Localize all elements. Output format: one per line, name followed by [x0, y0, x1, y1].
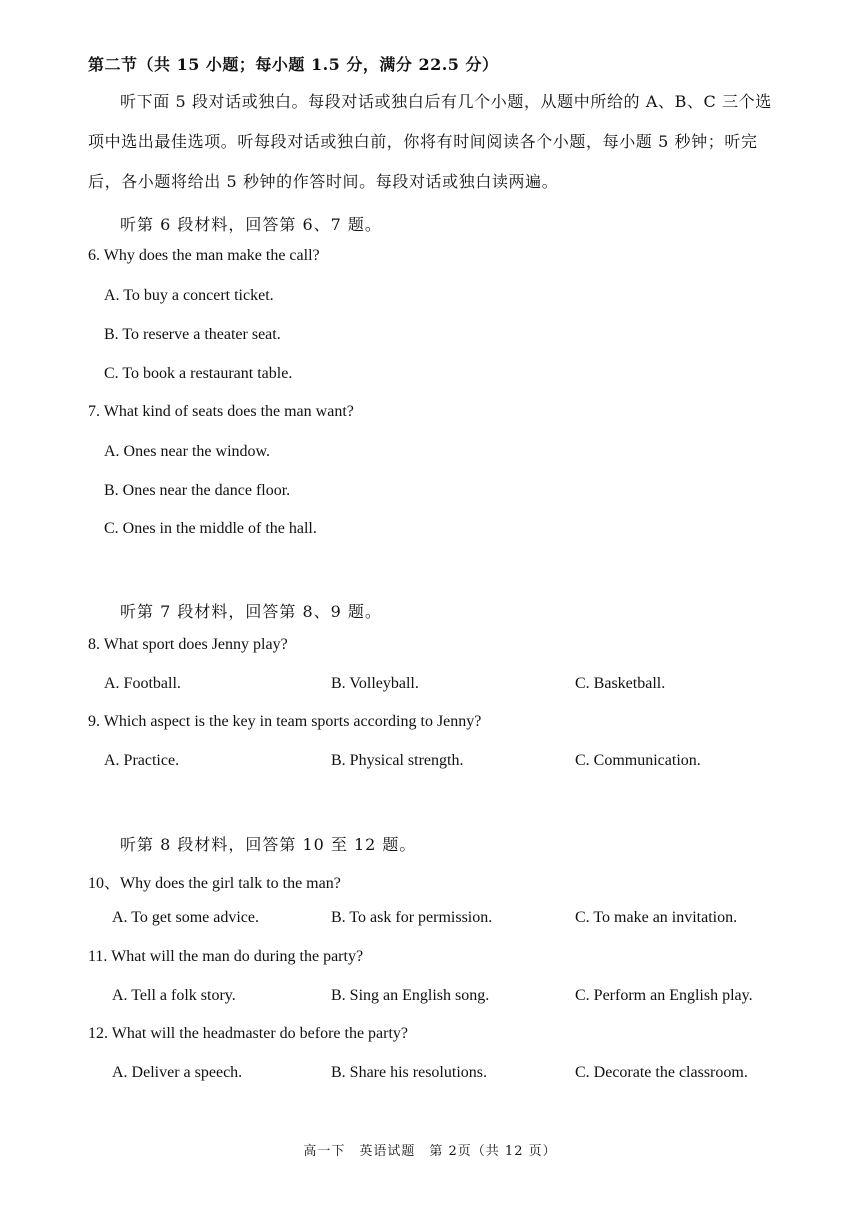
question-12: 12. What will the headmaster do before the party?	[88, 1025, 409, 1042]
section-title: 第二节（共 15 小题；每小题 1.5 分，满分 22.5 分）	[88, 55, 499, 74]
option-12b: B. Share his resolutions.	[331, 1064, 487, 1081]
instructions	[88, 82, 778, 202]
option-10b: B. To ask for permission.	[331, 909, 493, 926]
option-11b: B. Sing an English song.	[331, 987, 490, 1004]
question-9: 9. Which aspect is the key in team sports according to Jenny?	[88, 713, 482, 730]
group-header-6: 听第 6 段材料，回答第 6、7 题。	[120, 215, 382, 234]
option-12c: C. Decorate the classroom.	[575, 1064, 748, 1081]
option-10a: A. To get some advice.	[112, 909, 259, 926]
option-7c: C. Ones in the middle of the hall.	[104, 520, 317, 537]
option-9a: A. Practice.	[104, 752, 180, 769]
question-10: 10、Why does the girl talk to the man?	[88, 875, 341, 892]
group-header-8: 听第 8 段材料，回答第 10 至 12 题。	[120, 835, 417, 854]
option-12a: A. Deliver a speech.	[112, 1064, 243, 1081]
option-8a: A. Football.	[104, 675, 181, 692]
group-header-7: 听第 7 段材料，回答第 8、9 题。	[120, 602, 382, 621]
option-6a: A. To buy a concert ticket.	[104, 287, 274, 304]
option-7a: A. Ones near the window.	[104, 443, 271, 460]
page-footer: 高一下 英语试题 第 2页（共 12 页）	[303, 1144, 557, 1159]
question-6: 6. Why does the man make the call?	[88, 247, 320, 264]
option-10c: C. To make an invitation.	[575, 909, 738, 926]
option-9c: C. Communication.	[575, 752, 701, 769]
option-6c: C. To book a restaurant table.	[104, 365, 293, 382]
option-11c: C. Perform an English play.	[575, 987, 753, 1004]
option-8c: C. Basketball.	[575, 675, 666, 692]
option-7b: B. Ones near the dance floor.	[104, 482, 291, 499]
option-8b: B. Volleyball.	[331, 675, 419, 692]
question-7: 7. What kind of seats does the man want?	[88, 403, 354, 420]
option-11a: A. Tell a folk story.	[112, 987, 236, 1004]
option-9b: B. Physical strength.	[331, 752, 464, 769]
option-6b: B. To reserve a theater seat.	[104, 326, 281, 343]
question-8: 8. What sport does Jenny play?	[88, 636, 288, 653]
question-11: 11. What will the man do during the party?	[88, 948, 364, 965]
instructions-text: 听下面 5 段对话或独白。每段对话或独白后有几个小题，从题中所给的 A、B、C 三个选项中选出最佳选项。听每段对话或独白前，你将有时间阅读各个小题，每小题 5 秒钟；听完后，各小题将给出 5 秒钟的作答时间。每段对话或独白读两遍。	[88, 92, 772, 191]
